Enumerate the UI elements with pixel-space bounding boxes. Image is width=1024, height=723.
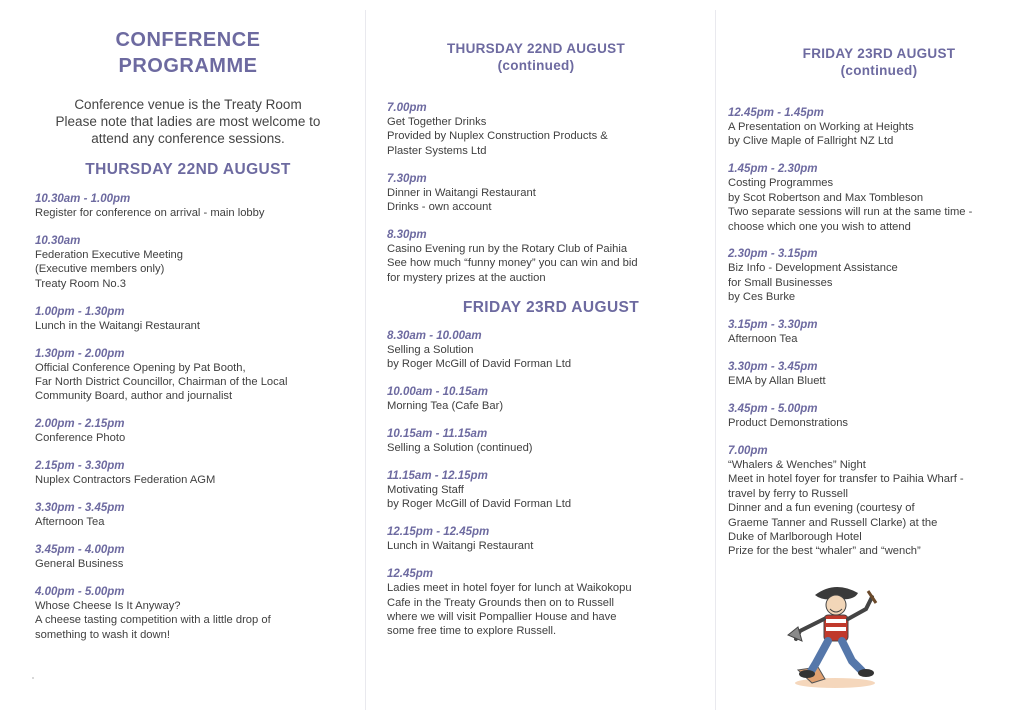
session-description: Official Conference Opening by Pat Booth,: [35, 361, 246, 374]
session-entry: [728, 402, 1014, 430]
session-entry: [35, 585, 348, 642]
session-description: Nuplex Contractors Federation AGM: [35, 474, 216, 487]
session-description: Afternoon Tea: [35, 516, 105, 529]
session-description: Morning Tea (Cafe Bar): [387, 400, 504, 413]
session-description: A Presentation on Working at Heights: [728, 121, 914, 133]
session-entry: [728, 318, 1014, 346]
heading-day: FRIDAY 23RD AUGUST: [802, 46, 956, 61]
session-description: General Business: [35, 557, 124, 570]
session-description: Far North District Councillor, Chairman of the Local: [35, 375, 288, 388]
session-time: 2.15pm - 3.30pm: [35, 460, 125, 473]
title-line-2: PROGRAMME: [118, 55, 258, 77]
session-description: Dinner in Waitangi Restaurant: [387, 186, 536, 199]
session-entry: [387, 469, 683, 512]
session-entry: [35, 501, 348, 529]
heading-day: THURSDAY 22ND AUGUST: [446, 41, 626, 56]
session-description: Drinks - own account: [387, 201, 492, 214]
intro-line: Conference venue is the Treaty Room: [74, 97, 302, 112]
session-description: by Scot Robertson and Max Tombleson: [728, 191, 924, 204]
session-entry: [35, 417, 348, 445]
session-entry: [35, 347, 348, 404]
friday-session-list: [383, 329, 683, 639]
session-description: some free time to explore Russell.: [387, 625, 557, 638]
session-description: Afternoon Tea: [728, 333, 798, 346]
session-entry: [387, 427, 683, 455]
session-time: 12.45pm: [387, 568, 434, 581]
title-line-1: CONFERENCE: [115, 29, 261, 51]
session-time: 3.30pm - 3.45pm: [728, 361, 818, 374]
heading-continued: (continued): [840, 63, 918, 78]
session-time: 8.30am - 10.00am: [387, 329, 482, 342]
session-description: Meet in hotel foyer for transfer to Paihia Wharf -: [728, 473, 964, 486]
session-description: for mystery prizes at the auction: [387, 271, 546, 284]
session-time: 1.45pm - 2.30pm: [728, 163, 818, 176]
session-entry: [387, 101, 683, 158]
session-description: Lunch in Waitangi Restaurant: [387, 540, 534, 553]
session-entry: [35, 543, 348, 571]
session-description: Casino Evening run by the Rotary Club of Paihia: [387, 243, 628, 256]
session-description: Community Board, author and journalist: [35, 390, 233, 403]
session-description: Treaty Room No.3: [35, 277, 126, 290]
session-description: Lunch in the Waitangi Restaurant: [35, 319, 201, 332]
session-description: Whose Cheese Is It Anyway?: [35, 599, 181, 612]
session-entry: [728, 162, 1014, 234]
session-description: (Executive members only): [35, 263, 165, 276]
session-description: Register for conference on arrival - main lobby: [35, 207, 265, 219]
heading-continued: (continued): [497, 58, 575, 73]
session-entry: [35, 459, 348, 487]
session-time: 2.00pm - 2.15pm: [35, 418, 125, 431]
thursday-heading: THURSDAY 22ND AUGUST: [85, 161, 291, 178]
session-time: 1.00pm - 1.30pm: [35, 305, 125, 318]
session-description: choose which one you wish to attend: [728, 220, 911, 233]
session-entry: [387, 228, 683, 285]
friday-heading: FRIDAY 23RD AUGUST: [462, 298, 640, 316]
session-description: Plaster Systems Ltd: [387, 144, 487, 157]
session-description: Cafe in the Treaty Grounds then on to Russell: [387, 596, 614, 609]
venue-note: [28, 96, 348, 147]
session-entry: [387, 172, 683, 215]
session-description: by Ces Burke: [728, 291, 796, 304]
session-time: 10.30am - 1.00pm: [35, 193, 131, 205]
session-time: 2.30pm - 3.15pm: [728, 248, 818, 261]
session-description: Biz Info - Development Assistance: [728, 262, 898, 275]
session-description: EMA by Allan Bluett: [728, 375, 826, 388]
session-entry: [35, 305, 348, 333]
session-entry: [728, 444, 1014, 559]
session-entry: [387, 329, 683, 372]
session-entry: [35, 234, 348, 291]
session-time: 1.30pm - 2.00pm: [35, 347, 125, 360]
session-description: See how much “funny money” you can win and bid: [387, 257, 638, 270]
session-entry: [35, 192, 348, 220]
session-description: by Clive Maple of Fallright NZ Ltd: [728, 135, 894, 148]
session-time: 10.15am - 11.15am: [387, 427, 488, 440]
session-description: Dinner and a fun evening (courtesy of: [728, 502, 915, 515]
intro-line: Please note that ladies are most welcome to: [55, 114, 321, 129]
thursday-continued-session-list: [383, 101, 683, 285]
page-fold-right: [715, 10, 716, 710]
session-description: Product Demonstrations: [728, 416, 849, 429]
column-thursday-friday: [383, 0, 683, 723]
session-description: Conference Photo: [35, 432, 126, 445]
session-time: 11.15am - 12.15pm: [387, 469, 488, 482]
session-description: Two separate sessions will run at the same time -: [728, 206, 973, 219]
session-description: by Roger McGill of David Forman Ltd: [387, 498, 572, 511]
session-description: Federation Executive Meeting: [35, 248, 184, 261]
thursday-continued-heading: [383, 40, 683, 74]
pirate-whaler-illustration: [780, 575, 890, 690]
session-description: Provided by Nuplex Construction Products &: [387, 130, 608, 143]
friday-continued-heading: [724, 45, 1014, 79]
session-description: Prize for the best “whaler” and “wench”: [728, 545, 921, 558]
session-description: Graeme Tanner and Russell Clarke) at the: [728, 516, 938, 529]
column-thursday: [28, 0, 348, 723]
session-entry: [728, 247, 1014, 304]
session-entry: [387, 525, 683, 553]
session-time: 3.45pm - 5.00pm: [728, 402, 818, 415]
session-description: something to wash it down!: [35, 628, 170, 641]
session-time: 10.30am: [35, 234, 81, 247]
session-time: 3.45pm - 4.00pm: [35, 543, 125, 556]
session-description: “Whalers & Wenches” Night: [728, 458, 866, 471]
page-fold-left: [365, 10, 366, 710]
intro-line: attend any conference sessions.: [91, 131, 285, 146]
session-description: Get Together Drinks: [387, 116, 487, 128]
session-time: 4.00pm - 5.00pm: [35, 585, 125, 598]
session-description: travel by ferry to Russell: [728, 487, 848, 500]
session-description: Costing Programmes: [728, 177, 834, 190]
session-time: 3.30pm - 3.45pm: [35, 502, 125, 515]
session-description: Selling a Solution: [387, 343, 474, 356]
thursday-session-list: [28, 192, 348, 642]
session-description: Selling a Solution (continued): [387, 441, 533, 454]
session-description: for Small Businesses: [728, 276, 833, 289]
session-description: Ladies meet in hotel foyer for lunch at Waikokopu: [387, 582, 632, 595]
session-entry: [387, 385, 683, 413]
session-time: 12.45pm - 1.45pm: [728, 107, 824, 119]
session-description: by Roger McGill of David Forman Ltd: [387, 358, 572, 371]
session-description: Motivating Staff: [387, 483, 464, 496]
session-time: 7.00pm: [387, 102, 427, 114]
session-time: 10.00am - 10.15am: [387, 386, 489, 399]
session-time: 3.15pm - 3.30pm: [728, 319, 818, 332]
session-description: where we will visit Pompallier House and have: [387, 610, 617, 623]
session-entry: [728, 360, 1014, 388]
session-time: 7.00pm: [728, 444, 768, 457]
session-entry: [728, 106, 1014, 149]
friday-continued-session-list: [724, 106, 1014, 559]
session-entry: [387, 567, 683, 639]
session-time: 7.30pm: [387, 172, 427, 185]
session-time: 12.15pm - 12.45pm: [387, 526, 490, 539]
session-description: Duke of Marlborough Hotel: [728, 530, 862, 543]
session-time: 8.30pm: [387, 229, 427, 242]
session-description: A cheese tasting competition with a little drop of: [35, 614, 271, 627]
programme-title: [28, 27, 348, 79]
